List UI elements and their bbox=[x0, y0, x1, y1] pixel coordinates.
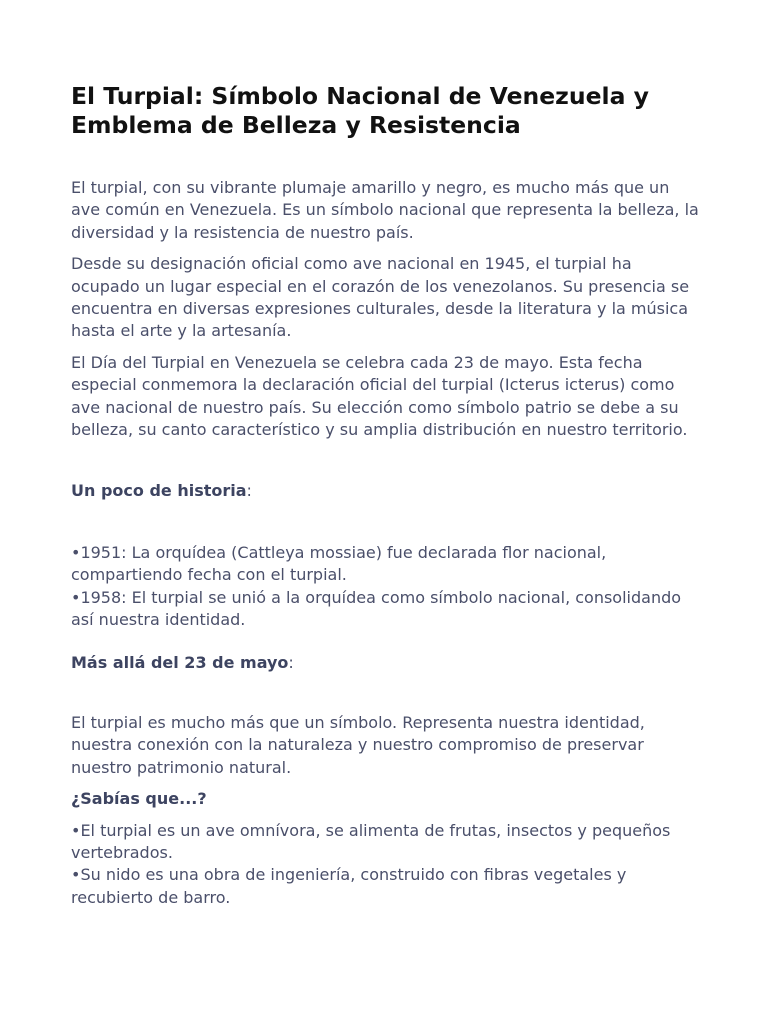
document-page bbox=[71, 82, 701, 909]
intro-paragraph: El turpial, con su vibrante plumaje amarillo y negro, es mucho más que un ave común en Venezuela. Es un símbolo nacional que representa la belleza, la diversidad y la resistencia de nuestro país. bbox=[71, 178, 699, 242]
did-you-know-heading bbox=[71, 788, 701, 810]
history-list bbox=[71, 542, 701, 632]
beyond-heading bbox=[71, 652, 701, 674]
fact-item: •El turpial es un ave omnívora, se alimenta de frutas, insectos y pequeños vertebrados. bbox=[71, 820, 671, 862]
beyond-heading-label: Más allá del 23 de mayo bbox=[71, 652, 289, 672]
designation-paragraph: Desde su designación oficial como ave nacional en 1945, el turpial ha ocupado un lugar especial en el corazón de los venezolanos. Su presencia se encuentra en diversas expresiones culturales, desde la literatura y la música hasta el arte y la artesanía. bbox=[71, 254, 690, 341]
dia-del-turpial-paragraph: El Día del Turpial en Venezuela se celebra cada 23 de mayo. Esta fecha especial conmemora la declaración oficial del turpial (Icterus icterus) como ave nacional de nuestro país. Su elección como símbolo patrio se debe a su belleza, su canto característico y su amplia distribución en nuestro territorio. bbox=[71, 352, 688, 440]
beyond-heading-colon: : bbox=[288, 652, 294, 672]
history-heading-label: Un poco de historia bbox=[71, 481, 247, 501]
document-title: El Turpial: Símbolo Nacional de Venezuela y Emblema de Belleza y Resistencia bbox=[71, 82, 649, 139]
beyond-paragraph: El turpial es mucho más que un símbolo. Representa nuestra identidad, nuestra conexión con la naturaleza y nuestro compromiso de preservar nuestro patrimonio natural. bbox=[71, 712, 645, 777]
fact-item: •Su nido es una obra de ingeniería, construido con fibras vegetales y recubierto de barro. bbox=[71, 865, 627, 907]
facts-list bbox=[71, 820, 701, 910]
history-item: •1951: La orquídea (Cattleya mossiae) fue declarada flor nacional, compartiendo fecha con el turpial. bbox=[71, 542, 607, 585]
did-you-know-heading-label: ¿Sabías que...? bbox=[71, 789, 207, 809]
history-heading bbox=[71, 480, 701, 502]
history-item: •1958: El turpial se unió a la orquídea como símbolo nacional, consolidando así nuestra identidad. bbox=[71, 587, 682, 630]
history-heading-colon: : bbox=[246, 481, 252, 501]
